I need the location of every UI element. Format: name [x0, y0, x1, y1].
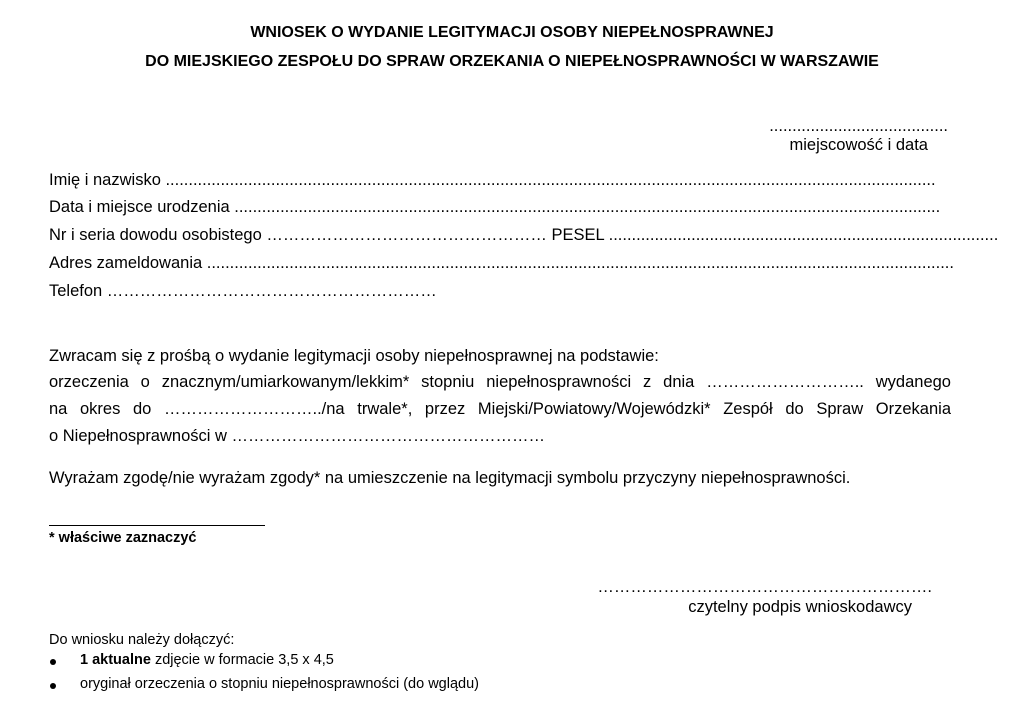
bullet-icon — [50, 683, 56, 689]
name-field[interactable]: Imię i nazwisko ........................................................................................................................................................................ — [49, 171, 936, 189]
place-date-label: miejscowość i data — [789, 136, 928, 154]
attachment-item-1-bold: 1 aktualne — [80, 652, 151, 668]
footnote: * właściwe zaznaczyć — [49, 530, 197, 546]
signature-label: czytelny podpis wnioskodawcy — [688, 598, 912, 616]
signature-dots[interactable]: ……………………………………………………. — [597, 578, 932, 596]
birth-field[interactable]: Data i miejsce urodzenia .......................................................................................................................................................... — [49, 198, 941, 216]
request-line-3: na okres do ………………………../na trwale*, przez Miejski/Powiatowy/Wojewódzki* Zespół do Spraw Orzekania — [49, 400, 951, 418]
footnote-rule — [49, 525, 265, 526]
attachment-item-1 — [80, 652, 334, 668]
phone-field[interactable]: Telefon …………………………………………………… — [49, 282, 437, 300]
request-line-1: Zwracam się z prośbą o wydanie legitymacji osoby niepełnosprawnej na podstawie: — [49, 347, 659, 365]
attachment-item-1-rest: zdjęcie w formacie 3,5 x 4,5 — [150, 652, 334, 668]
address-field[interactable]: Adres zameldowania ................................................................................................................................................................... — [49, 254, 954, 272]
attachments-heading: Do wniosku należy dołączyć: — [49, 632, 235, 648]
id-pesel-field[interactable]: Nr i seria dowodu osobistego …………………………………………… PESEL ..................................................................................... — [49, 226, 999, 244]
place-date-dots[interactable]: ....................................... — [769, 117, 948, 135]
attachment-item-2: oryginał orzeczenia o stopniu niepełnosprawności (do wglądu) — [80, 676, 479, 692]
request-line-2: orzeczenia o znacznym/umiarkowanym/lekkim* stopniu niepełnosprawności z dnia ……………………….. wydanego — [49, 373, 951, 391]
consent-statement: Wyrażam zgodę/nie wyrażam zgody* na umieszczenie na legitymacji symbolu przyczyny niepełnosprawności. — [49, 469, 851, 487]
bullet-icon — [50, 659, 56, 665]
request-line-4: o Niepełnosprawności w ………………………………………………… — [49, 427, 546, 445]
form-title-line1: WNIOSEK O WYDANIE LEGITYMACJI OSOBY NIEPEŁNOSPRAWNEJ — [250, 24, 774, 41]
form-title-line2: DO MIEJSKIEGO ZESPOŁU DO SPRAW ORZEKANIA O NIEPEŁNOSPRAWNOŚCI W WARSZAWIE — [145, 53, 879, 70]
